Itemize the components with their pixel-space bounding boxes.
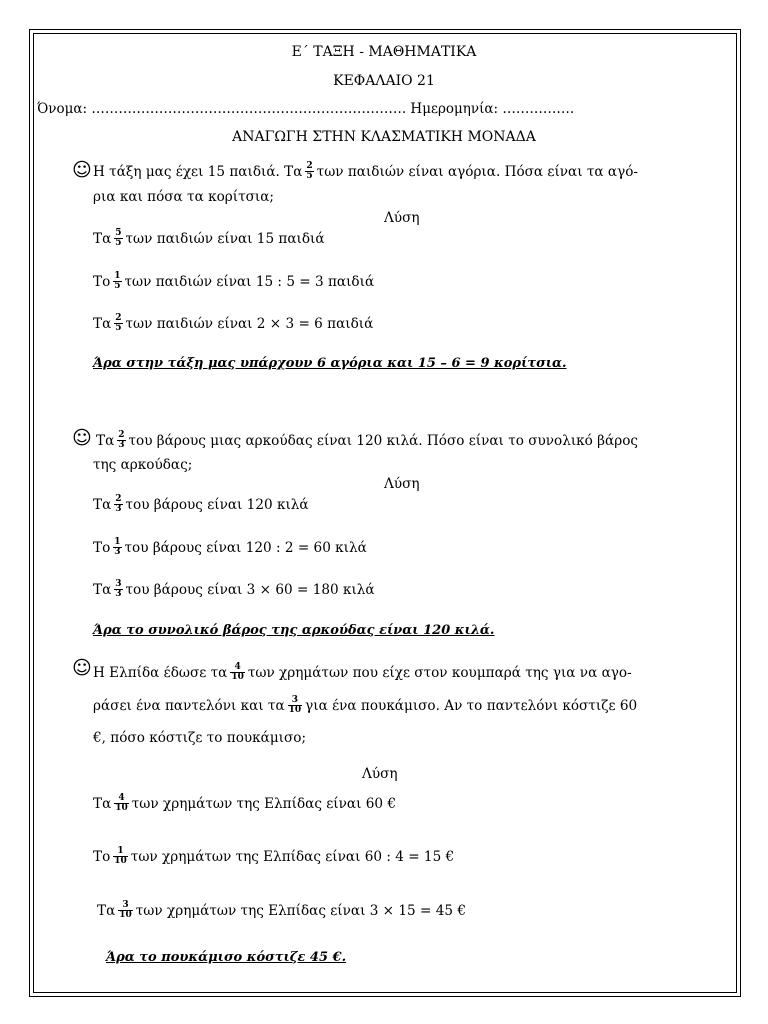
problem-2-step-1: Τα $\frac{2}{3}$ του βάρους είναι 120 κιλά	[93, 494, 309, 514]
name-date-field: Όνομα: ……………………………………………………………. Ημερομηνία: …………….	[37, 101, 575, 117]
solution-label: Λύση	[384, 476, 420, 492]
problem-3-question-line-3: €, πόσο κόστιζε το πουκάμισο;	[93, 730, 307, 746]
problem-2-question-line-2: της αρκούδας;	[93, 457, 193, 473]
problem-1-step-3: Τα $\frac{2}{5}$ των παιδιών είναι 2 × 3 = 6 παιδιά	[93, 313, 374, 333]
problem-3-step-2: Το $\frac{1}{10}$ των χρημάτων της Ελπίδας είναι 60 : 4 = 15 €	[93, 846, 455, 866]
problem-2-step-2: Το $\frac{1}{3}$ του βάρους είναι 120 : 2 = 60 κιλά	[93, 537, 367, 557]
problem-1-question-line-2: ρια και πόσα τα κορίτσια;	[93, 189, 274, 205]
solution-label: Λύση	[384, 210, 420, 226]
problem-3-conclusion: Άρα το πουκάμισο κόστιζε 45 €.	[106, 950, 347, 965]
problem-1-step-1: Τα $\frac{5}{5}$ των παιδιών είναι 15 παιδιά	[93, 228, 325, 248]
fraction: $\frac{2}{3}$	[118, 430, 125, 450]
problem-1-question-line-1: Η τάξη μας έχει 15 παιδιά. Τα $\frac{2}{5}$ των παιδιών είναι αγόρια. Πόσα είναι τα αγό-	[93, 161, 638, 181]
worksheet-title: Ε΄ ΤΑΞΗ - ΜΑΘΗΜΑΤΙΚΑ	[291, 44, 477, 60]
fraction: $\frac{1}{3}$	[114, 537, 121, 557]
fraction: $\frac{3}{10}$	[288, 695, 302, 715]
problem-3-step-3: Τα $\frac{3}{10}$ των χρημάτων της Ελπίδας είναι 3 × 15 = 45 €	[97, 900, 466, 920]
smiley-icon: ☺	[72, 159, 92, 181]
problem-1-step-2: Το $\frac{1}{5}$ των παιδιών είναι 15 : 5 = 3 παιδιά	[93, 271, 375, 291]
problem-1-conclusion: Άρα στην τάξη μας υπάρχουν 6 αγόρια και 15 – 6 = 9 κορίτσια.	[93, 356, 567, 371]
smiley-icon: ☺	[72, 657, 92, 679]
fraction: $\frac{5}{5}$	[115, 228, 122, 248]
problem-3-question-line-1: Η Ελπίδα έδωσε τα $\frac{4}{10}$ των χρημάτων που είχε στον κουμπαρά της για να αγο-	[93, 662, 632, 682]
fraction: $\frac{2}{5}$	[115, 313, 122, 333]
problem-2-step-3: Τα $\frac{3}{3}$ του βάρους είναι 3 × 60 = 180 κιλά	[93, 579, 375, 599]
fraction: $\frac{4}{10}$	[231, 662, 244, 682]
fraction: $\frac{3}{3}$	[115, 579, 122, 599]
fraction: $\frac{2}{3}$	[115, 494, 122, 514]
problem-3-question-line-2: ράσει ένα παντελόνι και τα $\frac{3}{10}$ για ένα πουκάμισο. Αν το παντελόνι κόστιζε 60	[93, 695, 638, 715]
fraction: $\frac{1}{5}$	[114, 271, 121, 291]
solution-label: Λύση	[362, 766, 398, 782]
fraction: $\frac{1}{10}$	[114, 846, 127, 866]
fraction: $\frac{4}{10}$	[115, 793, 128, 813]
problem-3-step-1: Τα $\frac{4}{10}$ των χρημάτων της Ελπίδας είναι 60 €	[93, 793, 396, 813]
problem-2-question-line-1: Τα $\frac{2}{3}$ του βάρους μιας αρκούδας είναι 120 κιλά. Πόσο είναι το συνολικό βάρος	[96, 430, 638, 450]
smiley-icon: ☺	[72, 427, 92, 449]
problem-2-conclusion: Άρα το συνολικό βάρος της αρκούδας είναι 120 κιλά.	[93, 623, 495, 638]
fraction: $\frac{3}{10}$	[119, 900, 132, 920]
fraction: $\frac{2}{5}$	[306, 161, 313, 181]
topic-title: ΑΝΑΓΩΓΗ ΣΤΗΝ ΚΛΑΣΜΑΤΙΚΗ ΜΟΝΑΔΑ	[232, 129, 536, 145]
chapter-label: ΚΕΦΑΛΑΙΟ 21	[333, 73, 435, 89]
